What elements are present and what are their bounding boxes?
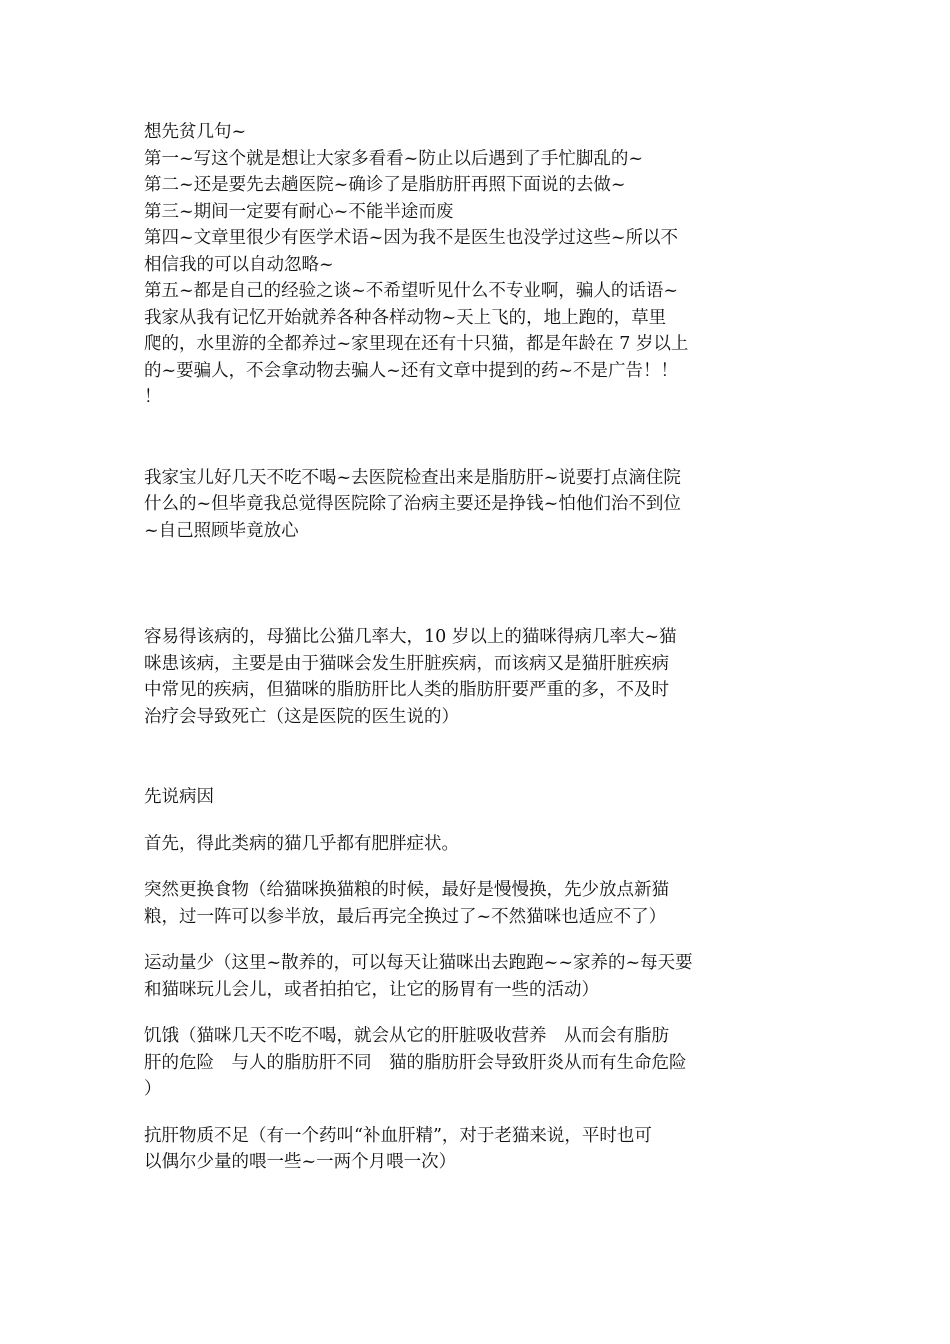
causes-heading [144,784,744,811]
causes-heading-text: 先说病因 [144,787,214,807]
intro-line: 爬的，水里游的全都养过~家里现在还有十只猫，都是年龄在 7 岁以上 [144,334,689,354]
story-line: 我家宝儿好几天不吃不喝~去医院检查出来是脂肪肝~说要打点滴住院 [144,467,681,488]
cause-liver-paragraph [144,1123,744,1176]
story-paragraph [144,465,744,545]
disease-line: 咪患该病，主要是由于猫咪会发生肝脏疾病，而该病又是猫肝脏疾病 [144,653,669,674]
disease-line: 容易得该病的，母猫比公猫几率大，10 岁以上的猫咪得病几率大~猫 [144,627,677,647]
cause-food-line: 粮，过一阵可以参半放，最后再完全换过了~不然猫咪也适应不了） [144,906,667,927]
cause-obesity-paragraph [144,831,744,858]
cause-hunger-line: ） [144,1079,162,1099]
cause-food-paragraph [144,877,744,930]
story-line: 什么的~但毕竟我总觉得医院除了治病主要还是挣钱~怕他们治不到位 [144,494,681,514]
cause-liver-line: 抗肝物质不足（有一个药叫“补血肝精”，对于老猫来说，平时也可 [144,1125,652,1146]
intro-line: 相信我的可以自动忽略~ [144,254,334,275]
disease-line: 中常见的疾病，但猫咪的脂肪肝比人类的脂肪肝要严重的多，不及时 [144,680,669,700]
intro-line: 第五~都是自己的经验之谈~不希望听见什么不专业啊，骗人的话语~ [144,281,678,301]
disease-line: 治疗会导致死亡（这是医院的医生说的） [144,706,459,727]
document-body [144,119,744,1176]
cause-food-line: 突然更换食物（给猫咪换猫粮的时候，最好是慢慢换，先少放点新猫 [144,880,669,900]
intro-line: 我家从我有记忆开始就养各种各样动物~天上飞的，地上跑的，草里 [144,307,667,328]
intro-paragraph [144,119,744,411]
intro-line: 想先贫几句~ [144,122,247,142]
intro-line: 第三~期间一定要有耐心~不能半途而废 [144,201,454,222]
intro-line: 的~要骗人，不会拿动物去骗人~还有文章中提到的药~不是广告！！ [144,360,678,381]
cause-exercise-line: 和猫咪玩儿会儿，或者拍拍它，让它的肠胃有一些的活动） [144,979,599,1000]
cause-exercise-line: 运动量少（这里~散养的，可以每天让猫咪出去跑跑~~家养的~每天要 [144,953,693,973]
cause-obesity-text: 首先，得此类病的猫几乎都有肥胖症状。 [144,833,459,854]
story-line: ~自己照顾毕竟放心 [144,520,299,541]
cause-hunger-paragraph [144,1023,744,1103]
intro-line: 第一~写这个就是想让大家多看看~防止以后遇到了手忙脚乱的~ [144,148,643,169]
cause-exercise-paragraph [144,950,744,1003]
intro-line: 第四~文章里很少有医学术语~因为我不是医生也没学过这些~所以不 [144,228,678,248]
intro-line: ！ [144,387,162,407]
cause-hunger-line: 肝的危险 与人的脂肪肝不同 猫的脂肪肝会导致肝炎从而有生命危险 [144,1052,687,1073]
intro-line: 第二~还是要先去趟医院~确诊了是脂肪肝再照下面说的去做~ [144,175,626,195]
cause-liver-line: 以偶尔少量的喂一些~一两个月喂一次） [144,1152,457,1172]
cause-hunger-line: 饥饿（猫咪几天不吃不喝，就会从它的肝脏吸收营养 从而会有脂肪 [144,1026,669,1046]
disease-paragraph [144,624,744,730]
